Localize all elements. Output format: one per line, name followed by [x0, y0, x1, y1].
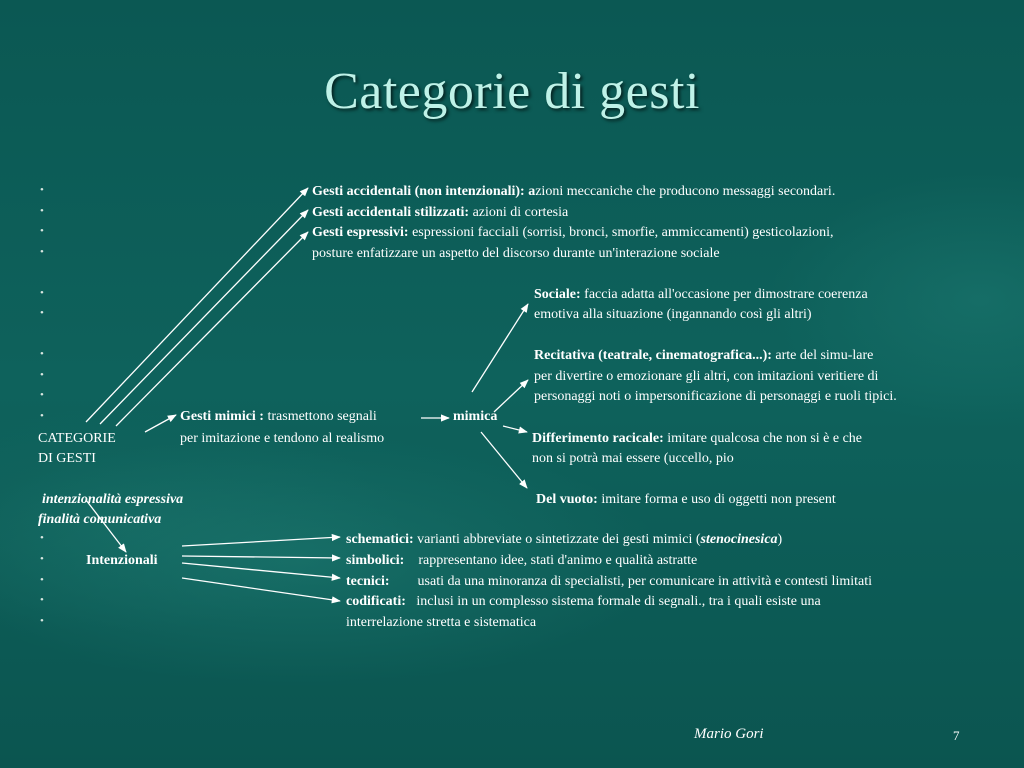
bullet: •	[40, 532, 44, 544]
item-label: Recitativa (teatrale, cinematografica...):	[534, 348, 772, 363]
root-note-intenzionalita: intenzionalità espressiva	[42, 492, 184, 507]
item-label: Gesti accidentali (non intenzionali): a	[312, 184, 536, 199]
bullet: •	[40, 410, 44, 422]
arrow-to-simbolici	[182, 556, 340, 558]
bullet: •	[40, 225, 44, 237]
item-text: azioni di cortesia	[469, 205, 569, 220]
bullet: •	[40, 287, 44, 299]
intenzionali-label: Intenzionali	[86, 553, 158, 568]
item-text: usati da una minoranza di specialisti, per comunicare in attività e contesti limitati	[389, 574, 872, 589]
arrow-to-differimento	[503, 426, 527, 432]
arrow-to-mimici	[145, 415, 176, 432]
bullet: •	[40, 574, 44, 586]
item-text: espressioni facciali (sorrisi, bronci, smorfie, ammiccamenti) gesticolazioni,	[408, 225, 834, 240]
item-recitativa-cont2: personaggi noti o impersonificazione di personaggi e ruoli tipici.	[534, 389, 897, 404]
item-label: Gesti mimici :	[180, 409, 264, 424]
item-recitativa-cont1: per divertire o emozionare gli altri, con imitazioni veritiere di	[534, 369, 879, 384]
bullet: •	[40, 246, 44, 258]
item-label: Differimento racicale:	[532, 431, 664, 446]
slide-title: Categorie di gesti	[324, 63, 700, 120]
arrow-to-intenzionali	[86, 500, 126, 552]
item-text: varianti abbreviate o sintetizzate dei gesti mimici (	[413, 532, 701, 547]
item-label: Del vuoto:	[536, 492, 598, 507]
item-gesti-espressivi-cont: posture enfatizzare un aspetto del discorso durante un'interazione sociale	[312, 246, 720, 261]
item-text: zioni meccaniche che producono messaggi secondari.	[535, 184, 836, 199]
arrow-to-espressivi	[116, 232, 308, 426]
item-label: Gesti accidentali stilizzati:	[312, 205, 470, 220]
bullet: •	[40, 307, 44, 319]
page-number: 7	[953, 728, 960, 743]
arrow-to-tecnici	[182, 563, 340, 578]
bullet: •	[40, 348, 44, 360]
arrow-to-sociale	[472, 304, 528, 392]
footer-author: Mario Gori	[694, 726, 764, 742]
item-codificati-cont: interrelazione stretta e sistematica	[346, 615, 537, 630]
item-text: inclusi in un complesso sistema formale di segnali., tra i quali esiste una	[405, 594, 821, 609]
item-text: imitare qualcosa che non si è e che	[663, 431, 863, 446]
item-label: Gesti espressivi:	[312, 225, 409, 240]
item-text: faccia adatta all'occasione per dimostrare coerenza	[580, 287, 868, 302]
arrow-to-stilizzati	[100, 210, 308, 424]
bullet: •	[40, 553, 44, 565]
item-label: Sociale:	[534, 287, 581, 302]
root-label-line2: DI GESTI	[38, 451, 96, 466]
arrow-to-recitativa	[494, 380, 528, 412]
item-text: trasmettono segnali	[263, 409, 377, 424]
arrow-to-codificati	[182, 578, 340, 601]
item-text: arte del simu-lare	[771, 348, 874, 363]
root-label-line1: CATEGORIE	[38, 431, 116, 446]
item-differimento-cont: non si potrà mai essere (uccello, pio	[532, 451, 734, 466]
root-note-finalita: finalità comunicativa	[38, 512, 162, 527]
bullet: •	[40, 615, 44, 627]
bullet: •	[40, 184, 44, 196]
item-sociale-cont: emotiva alla situazione (ingannando così gli altri)	[534, 307, 812, 322]
bullet: •	[40, 389, 44, 401]
arrow-to-schematici	[182, 537, 340, 546]
item-text: imitare forma e uso di oggetti non present	[597, 492, 836, 507]
item-label: simbolici:	[346, 553, 405, 568]
item-label: tecnici:	[346, 574, 390, 589]
bullet: •	[40, 205, 44, 217]
item-gesti-mimici-cont: per imitazione e tendono al realismo	[180, 431, 385, 446]
arrow-to-accidentali	[86, 188, 308, 422]
bullet: •	[40, 594, 44, 606]
item-close: )	[777, 532, 783, 547]
item-text: rappresentano idee, stati d'animo e qualità astratte	[404, 553, 698, 568]
item-label: schematici:	[346, 532, 414, 547]
item-label: codificati:	[346, 594, 406, 609]
item-term: stenocinesica	[700, 532, 778, 547]
mimica-label: mimica	[453, 409, 498, 424]
bullet: •	[40, 369, 44, 381]
arrow-to-del-vuoto	[481, 432, 527, 488]
